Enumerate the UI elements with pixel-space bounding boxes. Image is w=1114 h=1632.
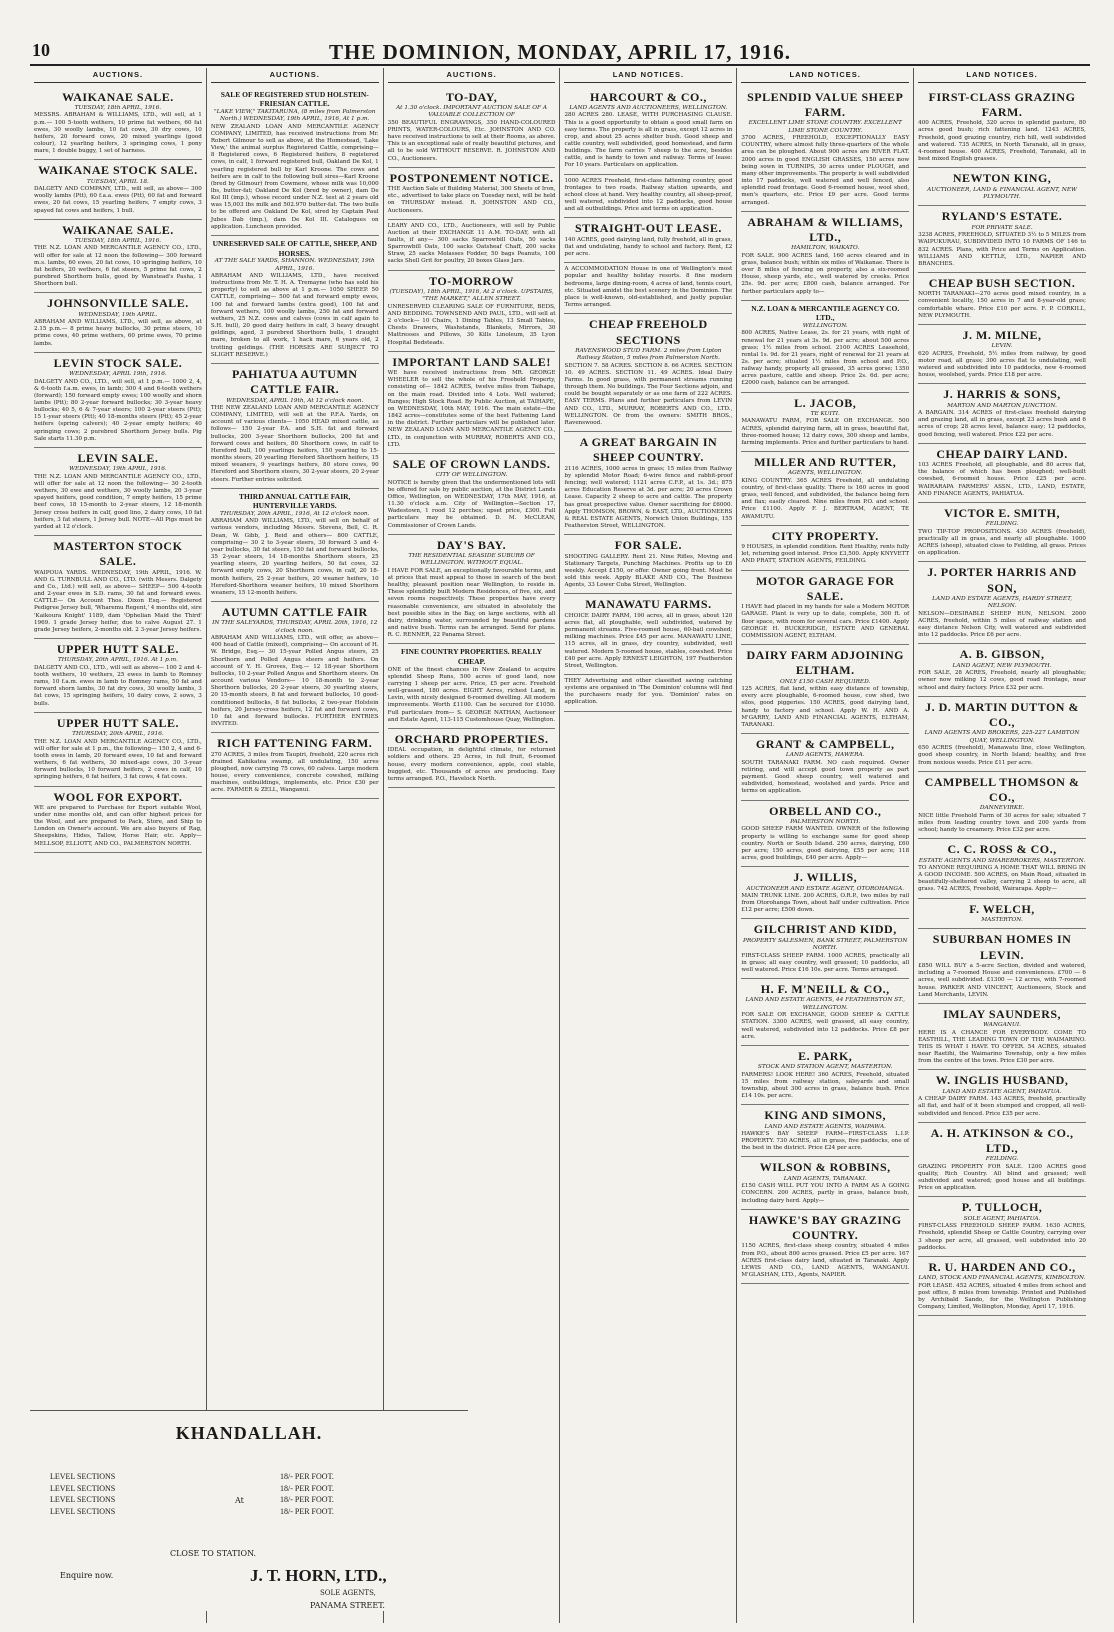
advertisement xyxy=(388,271,556,352)
ad-title: J. M. MILNE, xyxy=(962,327,1042,342)
ad-body: THE N.Z. LOAN AND MERCANTILE AGENCY CO., LTD., will offer for sale at 12 noon the following— 300 forward m.s. lambs, 60 ewes, 20 fat cows, 10 springing heifers, 10 fat heifers, 20 wethers, 6 fat steers, 5 prime fat cows, 2 purebred Shorthorn bulls, good by Wanstead's Pasha, 1 Shorthorn bull. xyxy=(34,245,202,288)
advertisement xyxy=(741,87,909,212)
ad-body: ABRAHAM AND WILLIAMS, LTD., will offer, as above— 400 head of Cattle (mixed), comprising— On account of H. W. Bridge, Esq.— 30 15-year Polled Angus steers, 25 Shorthorn and Polled Angus steers and heifers. On account of Y. H. Groves, Esq.— 12 18-year Shorthorn bullocks, 10 2-year Polled Angus and Shorthorn steers. On account various Vendors— 10 18-month to 2-year Shorthorn bullocks, 20 2-year steers, 30 yearling steers, 20 15-month steers, 8 fat and forward bullocks, 10 good-conditioned bullocks, 8 fat bullocks, 2 two-year Holstein heifers, 20 Jersey-cross heifers, 12 fat and forward cows, 10 fat and forward bullocks. FURTHER ENTRIES INVITED. xyxy=(210,635,379,728)
ad-title: WAIKANAE STOCK SALE. xyxy=(38,163,198,178)
ad-subtitle: HAMILTON, WAIKATO. xyxy=(791,245,860,252)
ad-title: IMLAY SAUNDERS, xyxy=(943,1006,1062,1021)
advertisement xyxy=(388,644,556,728)
ad-body: 620 ACRES, Freehold, 5½ miles from railway, by good motor road, all grass; 300 acres flat to undulating, well watered and subdivided into 10 paddocks, new 4-roomed house, woolshed, yards. Price £18 per acre. xyxy=(918,350,1086,379)
advertisement xyxy=(741,571,909,646)
ad-title: VICTOR E. SMITH, xyxy=(944,505,1060,520)
ad-subtitle: LAND AND ESTATE AGENTS, WAIPAWA. xyxy=(764,1123,886,1130)
ad-body: 280 ACRES 280. LEASE, WITH PURCHASING CLAUSE. This is a good opportunity to obtain a good small farm on easy terms. The property is all in grass, except 12 acres in crop, and about 25 acres shelter bush. Good sheep and cattle country, well subdivided, good homestead, and farm buildings. The farm carries 7 sheep to the acre, besides cattle, and is handy to town and railway. Terms of lease: For 10 years. Particulars on application. xyxy=(564,112,733,169)
ad-subtitle: LAND, STOCK AND FINANCIAL AGENTS, KIMBOLTON. xyxy=(918,1275,1086,1282)
ad-body: 2116 ACRES, 1000 acres in grass; 15 miles from Railway by splendid Motor Road; 6-wire fence and rabbit-proof fencing; well watered; 1121 acres C.F.P., at 1s. 3d.; 875 acres Education Reserve at 3d. per acre; 20 acres Crown Lease. Capacity 2 sheep to acre and cattle. The property has great prospective value. Owner sacrificing for £6000. Apply THOMSON, BROWN, & EAST, LTD., AUCTIONEERS & REAL ESTATE AGENTS, Norwich Union Buildings, 155 Featherston Street, WELLINGTON. xyxy=(564,465,733,530)
section-line: LEVEL SECTIONS xyxy=(50,1495,116,1505)
ad-body: A BARGAIN. 314 ACRES of first-class freehold dairying and grazing land, all in grass, except 23 acres bush and 6 acres of crop; 28 acres level, balance easy; 12 paddocks, good fencing, well watered. Price £22 per acre. xyxy=(918,410,1086,438)
ad-title: A GREAT BARGAIN IN SHEEP COUNTRY. xyxy=(579,435,718,465)
advertisement xyxy=(34,353,202,448)
ad-subtitle: LAND AGENTS AND BROKERS, 225-227 LAMBTON QUAY, WELLINGTON. xyxy=(924,730,1080,744)
advertisement xyxy=(34,220,202,294)
newspaper-title: THE DOMINION, MONDAY, APRIL 17, 1916. xyxy=(329,40,791,64)
ad-subtitle: At 1.30 o'clock. IMPORTANT AUCTION SALE OF A VALUABLE COLLECTION OF xyxy=(396,104,548,119)
ad-body: SOUTH TARANAKI FARM. NO cash required. Owner retiring, and will accept good town property as part payment. Good sheep country, well watered and subdivided, homestead, woolshed and yards. Price and terms on application. xyxy=(741,759,910,795)
ad-subtitle: AUCTIONEER, LAND & FINANCIAL AGENT, NEW PLYMOUTH. xyxy=(927,186,1078,201)
ad-subtitle: RAVENSWOOD STUD FARM. 2 miles from Lipton Railway Station, 5 miles from Palmerston North. xyxy=(575,347,722,362)
ad-body: THE NEW ZEALAND LOAN AND MERCANTILE AGENCY COMPANY, LIMITED, will sell at the P.F.A. Yards, on account of various clients— 1050 HEAD mixed cattle, as follows— 150 2-year P.A. and S.H. fat and forward bullocks, 200 3-year Shorthorn bullocks, 200 fat and forward cows and heifers, 80 Shorthorn cows, in calf to Hereford bull, 100 yearlings heifers, 150 yearling to 15-months steers, 20 yearling Hereford Shorthorn heifers, 15 mixed weaners, 9 yearlings heifers, 80 store cows, 90 Hereford and Shorthorn steers, 30 2-year steers, 20 2-year steers. Further entries solicited. xyxy=(210,404,379,483)
advertisement xyxy=(918,325,1086,384)
advertisement xyxy=(741,1157,909,1209)
ad-body: LEARY AND CO., LTD., Auctioneers, will sell by Public Auction at their EXCHANGE 11 A.M. TO-DAY, with all faults, if any— 300 sacks Sparrowbill Oats, 50 sacks Sparrowbill Oats, 100 sacks Oatsheaf Chaff, 200 sacks Straw, 25 sacks Molasses Fodder, 50 bags Peanuts, 100 sacks Shell Grit for poultry, 20 boxes Glass Jars. xyxy=(387,222,556,265)
ad-body: MESSRS. ABRAHAM & WILLIAMS, LTD., will sell, at 1 p.m.— 100 5-tooth wethers, 10 prime fat wethers, 60 fat ewes, 30 woolly lambs, 10 fat cows, 30 dry cows, 10 heifers, 20 forward cows, 20 mixed yearlings (good colour), 12 yearling heifers, 3 springing cows, 1 pony mare, 1 double buggy, 1 set of harness. xyxy=(34,112,202,155)
price-line: 18/- PER FOOT. xyxy=(280,1495,334,1505)
ad-title: CHEAP BUSH SECTION. xyxy=(928,275,1076,290)
section-line: LEVEL SECTIONS xyxy=(50,1506,116,1516)
ad-title: A. B. GIBSON, xyxy=(959,647,1045,662)
ad-subtitle: LAND AND ESTATE AGENT, PAHIATUA. xyxy=(942,1088,1062,1095)
advertisement xyxy=(741,452,909,526)
ad-body: 1150 ACRES, first-class sheep country, situated 4 miles from P.O., about 800 acres grassed. Price £5 per acre. 167 ACRES first-class dairy land, situated in Taranaki. Apply LEWIS AND CO., LAND AGENTS, WANGANUI. M'GLASHAN, LTD., Agents, NAPIER. xyxy=(741,1243,910,1279)
ad-body: ONE of the finest chances in New Zealand to acquire splendid Sheep Runs, 500 acres of good land, now carrying 1 sheep per acre. Price, £5 per acre. Freehold well-grassed, 180 acres. EIGHT Acres, richest Land, in Levin, with nicely designed 6-roomed dwelling. All modern improvements. Worth £1100. Can be secured for £1050. Full particulars from— S. GEORGE NATHAN, Auctioneer and Estate Agent, 113-115 Customhouse Quay, Wellington. xyxy=(387,666,556,723)
ad-body: 650 ACRES (freehold), Manawatu line, close Wellington, good sheep country, in North Island; healthy, and free from noxious weeds. Price £11 per acre. xyxy=(918,745,1086,766)
ad-title: C. C. ROSS & CO., xyxy=(947,842,1057,857)
ad-title: UNRESERVED SALE OF CATTLE, SHEEP, AND HORSES. xyxy=(212,238,377,258)
advertisement xyxy=(211,87,379,236)
sole-agents: SOLE AGENTS, xyxy=(320,1589,376,1597)
ad-title: MOTOR GARAGE FOR SALE. xyxy=(756,573,895,603)
advertisement xyxy=(388,87,556,168)
advertisement xyxy=(918,562,1086,644)
khandallah-sections xyxy=(50,1471,115,1517)
advertisement xyxy=(564,175,732,219)
ad-subtitle: AT THE SALE YARDS, SHANNON. WEDNESDAY, 19th APRIL, 1916. xyxy=(214,258,375,272)
ad-subtitle: DANNEVIRKE. xyxy=(979,805,1025,812)
ad-title: SPLENDID VALUE SHEEP FARM. xyxy=(747,89,904,119)
ad-title: POSTPONEMENT NOTICE. xyxy=(389,170,554,185)
ad-subtitle: FEILDING. xyxy=(985,521,1019,528)
column xyxy=(30,68,207,1623)
advertisement xyxy=(741,1210,909,1285)
ad-title: SUBURBAN HOMES IN LEVIN. xyxy=(932,932,1072,962)
ad-body: IDEAL occupation, in delightful climate, for returned soldiers and others. 25 Acres, in full fruit, 6-roomed house, every modern convenience, apple, cool stable, buggied, etc. Thousands of acres are producing. Easy terms arranged. P.O., Havelock North. xyxy=(387,747,556,782)
advertisement xyxy=(741,867,909,919)
ad-title: WAIKANAE SALE. xyxy=(62,89,174,104)
ad-title: J. PORTER HARRIS AND SON, xyxy=(927,565,1077,595)
advertisement xyxy=(918,1197,1086,1256)
advertisement xyxy=(564,87,732,175)
ad-body: CHOICE DAIRY FARM, 190 acres, all in grass, about 120 acres flat, all ploughable, well subdivided, watered by permanent streams. Five-roomed house, 60-bail cowshed; milking machines. Price £45 per acre. MANAWATU LINE, 115 acres, all in grass, dry country, subdivided, well watered. Modern 5-roomed house, stables, cowshed. Price £40 per acre. Apply ERNEST LEIGHTON, 197 Featherston Street, Wellington. xyxy=(564,612,733,669)
ad-body: 3238 ACRES, FREEHOLD, SITUATED 3½ to 5 MILES from WAIPUKURAU, SUBDIVIDED INTO 10 FARMS OF 146 to 832 ACRES. Plans, with Price and Terms on Application. WILLIAMS AND KETTLE, LTD., NAPIER AND BRANCHES. xyxy=(918,232,1086,267)
column-heading: LAND NOTICES. xyxy=(741,68,909,83)
ad-body: £850 WILL BUY a 5-acre Section, divided and watered, including a 7-roomed House and conveniences. £700 — 6 acres, well subdivided. £1300 — 12 acres, with 7-roomed house. PARKER AND VINCENT, Auctioneers, Stock and Land Merchants, LEVIN. xyxy=(918,963,1086,998)
khandallah-advert xyxy=(30,1410,468,1611)
ad-title: GILCHRIST AND KIDD, xyxy=(753,922,897,937)
ad-body: 9 HOUSES, in splendid condition. Rent Healthy, rents fully let, returning good interest. Price £3,500. Apply KNYVETT AND PRATT, STATION AGENTS, FEILDING. xyxy=(741,544,910,565)
advertisement xyxy=(564,218,732,263)
ad-body: SHOOTING GALLERY. Rent 21. Nine Rifles, Moving and Stationary Targets, Punching Machines. Profits up to £6 weekly. Accept £150, or offer. Owner going front. Must be sold this week. Apply BLAKE AND CO., The Business Agents, 33 Lower Cuba Street, Wellington. xyxy=(564,553,733,589)
ad-subtitle: THURSDAY, 20th APRIL, 1916. xyxy=(72,731,164,738)
ad-subtitle: THURSDAY, 20th APRIL, 1916. At 1 p.m. xyxy=(57,657,178,664)
advertisement xyxy=(741,801,909,868)
advertisement xyxy=(918,1257,1086,1316)
column xyxy=(560,68,737,1623)
ad-title: ORBELL AND CO., xyxy=(769,803,882,818)
ad-body: FIRST-CLASS FREEHOLD SHEEP FARM. 1630 ACRES, Freehold, splendid Sheep or Cattle Country, carrying over 3 sheep per acre, all grassed, well subdivided into 20 paddocks. xyxy=(918,1223,1086,1251)
ad-subtitle: WEDNESDAY, APRIL 19th, At 12 o'clock noon. xyxy=(226,397,364,404)
ad-body: NOTICE is hereby given that the undermentioned lots will be offered for sale by public auction, at the District Lands Office, Wellington, on WEDNESDAY, 17th MAY, 1916, at 11.30 o'clock a.m. City of Wellington—Section 17, Wadestown, 1 rood 12 perches; upset price, £300. Full particulars may be obtained. D. M. McCLEAN, Commissioner of Crown Lands. xyxy=(387,479,556,529)
advertisement xyxy=(564,675,732,712)
ad-body: UNRESERVED CLEARING SALE OF FURNITURE, BEDS, AND BEDDING. TOWNSEND AND PAUL, LTD., will sell at 2 o'clock— 10 Chairs, 1 Dining Tables, 13 Small Tables, Chests Drawers, Washstands, Blankets, Mirrors, 30 Mattresses and Pillows, 30 Kills Linoleum, 35 Lyon Hospital Bedsteads. xyxy=(387,303,556,346)
section-line: LEVEL SECTIONS xyxy=(50,1472,116,1481)
ad-body: GRAZING PROPERTY FOR SALE. 1200 ACRES good quality, Rich Country. All blind and grassed; well subdivided and watered; good house and all buildings. Price on application. xyxy=(918,1163,1086,1192)
column-heading: LAND NOTICES. xyxy=(918,68,1086,83)
ad-body: 350 BEAUTIFUL ENGRAVINGS, 350 HAND-COLOURED PRINTS, WATER-COLOURS, Etc. JOHNSTON AND CO. have received instructions to sell at their Rooms, as above. This is an exceptional sale of really beautiful pictures, and all to be sold WITHOUT RESERVE. R. JOHNSTON AND CO., Auctioneers. xyxy=(387,119,556,162)
ad-body: GOOD SHEEP FARM WANTED. OWNER of the following property is willing to exchange same for good sheep country. North or South Island. 250 acres, dairying, £60 per acre; 150 acres, good dairying, £55 per acre; 118 acres, good buildings, £40 per acre. Apply— xyxy=(741,826,910,862)
ad-body: 103 ACRES Freehold, all ploughable, and 80 acres flat, the balance of which has been ploughed; well-built cowshed, 6-roomed house. Price £25 per acre. WAIRARAPA FARMERS' ASSN., LTD., LAND, ESTATE, AND FINANCE AGENTS, PAHIATUA. xyxy=(918,462,1086,497)
ad-subtitle: MASTERTON. xyxy=(981,917,1023,923)
ad-title: MANAWATU FARMS. xyxy=(585,597,712,612)
ad-title: L. JACOB, xyxy=(794,395,857,410)
khandallah-title: KHANDALLAH. xyxy=(175,1423,323,1443)
ad-body: 125 ACRES, flat land, within easy distance of township, every acre ploughable, 6-roomed house, cow shed, two silos, good piggeries. 150 ACRES, good dairying land, handy to factory and school. Apply W. H. AND A. M'GARRY, LAND AND FINANCIAL AGENTS, ELTHAM, TARANAKI. xyxy=(741,686,910,728)
ad-title: WILSON & ROBBINS, xyxy=(759,1160,891,1175)
ad-title: FIRST-CLASS GRAZING FARM. xyxy=(928,89,1076,119)
advertisement xyxy=(211,733,379,799)
ad-title: DAIRY FARM ADJOINING ELTHAM. xyxy=(746,648,905,678)
ad-title: E. PARK, xyxy=(798,1048,853,1063)
advertisement xyxy=(564,263,732,314)
advertisement xyxy=(388,535,556,645)
ad-body: 270 ACRES, 3 miles from Taupiri, freehold, 220 acres rich drained Kahikatea swamp, all undulating, 150 acres ploughed, now carrying 75 cows, 60 calves. Large modern house, every convenience, concrete cowshed, milking machines, outbuildings, implements, etc. Price £30 per acre. FARMER & ZELL, Wanganui. xyxy=(210,751,379,794)
ad-body: HAWKE'S BAY SHEEP FARM—FIRST-CLASS L.I.P. PROPERTY. 730 ACRES, all in grass, five paddocks, one of the best in the district. Price £24 per acre. xyxy=(741,1131,910,1152)
ad-title: PAHIATUA AUTUMN CATTLE FAIR. xyxy=(232,366,358,397)
ad-body: THE N.Z. LOAN AND MERCANTILE AGENCY CO., LTD., will offer for sale at 12 noon the following— 30 2-tooth wethers, 30 ewe and wethers, 30 woolly lambs, 20 3-year spayed heifers, good condition, 7 empty heifers, 15 prime beef cows, 18 15-month to 2-year steers, 12 18-month Jersey cross heifers in calf, good lino, 2 dairy cows, 10 fat heifers, 3 fat steers, 1 Jersey bull. NOTE—All Pigs must be yarded at 12 o'clock. xyxy=(34,473,202,530)
ad-body: FIRST-CLASS SHEEP FARM. 1000 ACRES, practically all in grass; all easy country, well grassed; 10 paddocks, all well watered. Price £16 10s. per acre. Terms arranged. xyxy=(741,952,910,973)
ad-body: MANAWATU FARM, FOR SALE OR EXCHANGE. 500 ACRES, splendid dairying farm, all in grass, beautiful flat, three-roomed house; 12 dairy cows, 300 sheep and lambs, farming implements. Price and further particulars to hand. xyxy=(741,418,910,446)
ad-title: THIRD ANNUAL CATTLE FAIR, HUNTERVILLE YARDS. xyxy=(239,491,351,511)
advertisement xyxy=(741,645,909,734)
advertisement xyxy=(211,236,379,364)
advertisement xyxy=(741,212,909,301)
column-heading: AUCTIONS. xyxy=(388,68,556,83)
ad-subtitle: THURSDAY, 20th APRIL, 1916, At 12 o'clock noon. xyxy=(219,510,370,517)
ad-title: CITY PROPERTY. xyxy=(771,528,879,543)
column xyxy=(384,68,561,1623)
ad-subtitle: WEDNESDAY, 19th APRIL, 1916. xyxy=(69,466,167,473)
ad-title: WOOL FOR EXPORT. xyxy=(53,789,183,804)
ad-body: ABRAHAM AND WILLIAMS, LTD., will sell, as above, at 2.15 p.m.— 8 prime heavy bullocks, 30 prime steers, 10 prime cows, 40 prime wethers, 60 prime ewes, 70 prime lambs. xyxy=(34,319,202,347)
advertisement xyxy=(564,432,732,535)
ad-body: WE have received instructions from MR. GEORGE WHEELER to sell the whole of his Freehold Property, consisting of— 1842 ACRES, twelve miles from Taihape, on the main road. Divided into 4 Lots. Well watered; Ranges; High Stock Road. By Public Auction, at TAIHAPE, on WEDNESDAY, 10th MAY, 1916. The main estate—the 1842 acres—constitutes some of the best Fattening Land in the district. Further particulars will be published later. NEW ZEALAND LOAN AND MERCANTILE AGENCY CO., LTD., in conjunction with MURRAY, ROBERTS AND CO., LTD. xyxy=(387,370,556,448)
ad-title: STRAIGHT-OUT LEASE. xyxy=(574,221,722,236)
advertisement xyxy=(918,1004,1086,1071)
advertisement xyxy=(388,220,556,271)
column-heading: LAND NOTICES. xyxy=(564,68,732,83)
advertisement xyxy=(918,503,1086,562)
ad-body: 140 ACRES, good dairying land, fully freehold, all in grass, flat and undulating, handy to school and factory. Rent, £2 per acre. xyxy=(564,236,733,258)
khandallah-prices xyxy=(280,1471,334,1517)
ad-subtitle: LAND AGENT, NEW PLYMOUTH. xyxy=(952,662,1052,669)
ad-title: RYLAND'S ESTATE. xyxy=(941,209,1063,224)
advertisement xyxy=(564,594,732,675)
ad-body: HERE IS A CHANCE FOR EVERYBODY. COME TO EASTHILL, THE LEADING TOWN OF THE WAIMARINO. THIS IS WHAT I HAVE TO OFFER. 54 ACRES, situated near Raetihi, the Waimarino Township, only a few miles from the centre of the town. Price £30 per acre. xyxy=(918,1029,1086,1065)
ad-body: THEY Advertising and other classified saving catching systems are organised in 'The Dominion' columns will find the purchasers ready for you. 'Dominion' rates on application. xyxy=(564,677,733,706)
ad-title: MILLER AND RUTTER, xyxy=(754,454,897,469)
ad-title: LEVIN SALE. xyxy=(77,450,159,465)
ad-subtitle: "LAKE VIEW," TAKITARUNA, (8 miles from Palmerston North.) WEDNESDAY, 19th APRIL, 1916, At 1 p.m. xyxy=(213,108,376,123)
ad-title: J. D. MARTIN DUTTON & CO., xyxy=(925,699,1079,730)
ad-subtitle: WEDNESDAY, 19th APRIL. xyxy=(78,311,158,318)
column xyxy=(207,68,384,1623)
ad-body: A ACCOMMODATION House in one of Wellington's most popular and healthy holiday resorts. 8 fine modern bedrooms, large dining-room, 4 acres of land, tennis court, etc. Situated amidst the best scenery in the Dominion. The place is well-known, old-established, and justly popular. Terms arranged. xyxy=(564,266,733,308)
ad-title: WAIKANAE SALE. xyxy=(62,222,174,237)
ad-subtitle: AGENTS, WELLINGTON. xyxy=(787,470,863,477)
ad-title: ORCHARD PROPERTIES. xyxy=(394,731,549,746)
column xyxy=(737,68,914,1623)
ad-subtitle: TUESDAY, 18th APRIL, 1916. xyxy=(74,104,162,111)
ad-title: DAY'S BAY. xyxy=(437,537,507,552)
advertisement xyxy=(741,526,909,571)
ad-body: DALGETY AND CO., LTD., will sell as above— 100 2 and 4-tooth wethers, 10 wethers, 25 ewes in lamb to Romney rams, 10 f.a.m. ewes in lamb to Romney rams, 50 fat and forward shorn lambs, 30 fat dry cows, 30 woolly lambs, 3 fat cows, 15 springing heifers, 10 dairy cows, 2 sows, 3 bulls. xyxy=(34,664,202,707)
advertisement xyxy=(741,301,909,393)
ad-body: FOR LEASE. 452 ACRES, situated 4 miles from school and post office, 8 miles from township. Printed and Published by Archibald Sando, for the Wellington Publishing Company, Limited, Wellington, Monday, April 17, 1916. xyxy=(918,1282,1086,1311)
ad-body: KING COUNTRY. 365 ACRES Freehold, all undulating country, of first-class quality. There is 160 acres in good grass, well fenced, and subdivided, the balance being fern and flax; easily cleared. Nine miles from P.O. and school. Price £1100. Apply F. J. BERTRAM, AGENT, TE AWAMUTU. xyxy=(741,477,910,520)
price-line: 18/- PER FOOT. xyxy=(280,1506,334,1516)
ad-body: NORTH TARANAKI—270 acres good mixed country, in a convenient locality, 150 acres in 7 and 8-year-old grass; comfortable whare. Price £10 per acre. F. P. CORKILL, NEW PLYMOUTH. xyxy=(918,291,1086,319)
advertisement xyxy=(741,734,909,801)
advertisement xyxy=(34,87,202,161)
advertisement xyxy=(741,1105,909,1157)
ad-body: 1000 ACRES Freehold, first-class fattening country, good frontages to two roads. Railway station upwards, and school close at hand. Very healthy country, all sheep-proof, well watered, subdivided into 12 paddocks, good house and all outbuildings. Price and terms on application. xyxy=(564,177,733,213)
ad-body: TO ANYONE REQUIRING A HOME THAT WILL BRING IN A GOOD INCOME. 500 ACRES, on Main Road, situated in beautifully-sheltered valley, carrying 2 sheep to acre, all grass. 742 ACRES, Freehold, Wairarapa. Apply— xyxy=(918,865,1086,893)
advertisement xyxy=(741,1046,909,1105)
ad-title: A. H. ATKINSON & CO., LTD., xyxy=(930,1125,1074,1156)
ad-subtitle: WEDNESDAY, APRIL 19th, 1916. xyxy=(69,371,167,378)
ad-body: MAIN TRUNK LINE. 200 ACRES, O.R.P., two miles by rail from Otorohanga Town, about half under cultivation. Price £12 per acre; £500 down. xyxy=(741,892,910,914)
ad-title: J. WILLIS, xyxy=(793,870,858,885)
ad-body: A CHEAP DAIRY FARM. 143 ACRES, freehold, practically all flat, and half of it been stumped and cropped, all well-subdivided and fenced. Price £35 per acre. xyxy=(918,1096,1086,1117)
ad-title: CHEAP DAIRY LAND. xyxy=(936,446,1068,461)
ad-body: THE N.Z. LOAN AND MERCANTILE AGENCY CO., LTD., will offer for sale at 1 p.m., the following— 150 2, 4 and 6-tooth ewes in lamb, 20 forward ewes, 10 fat and forward wethers, 6 fat wethers, 30 mixed-age cows, 30 3-year forward bullocks, 10 forward heifers, 2 cows in calf, 10 springing heifers, 6 fat heifers, 3 fat cows, 4 fat cows. xyxy=(34,738,202,781)
ad-body: 800 ACRES, Native Lease, 2s. for 21 years, with right of renewal for 21 years at 3s. 9d. per acre; about 500 acres grass; 1½ miles from school. 2100 ACRES Leasehold, rental 1s. 9d. for 21 years, right of renewal for 21 years at 2s. per acre; situated 1½ miles from school and P.O., railway handy, property all grassed, 35 acres gorse; 1350 acres pasture, cattle and sheep. Price 2s. 6d. per acre; £2000 cash, balance can be arranged. xyxy=(741,330,910,387)
advertisement xyxy=(741,979,909,1046)
khandallah-at: At xyxy=(235,1496,244,1505)
ad-subtitle: THE RESIDENTIAL SEASIDE SUBURB OF WELLINGTON. WITHOUT EQUAL. xyxy=(408,553,535,567)
ad-body: SECTION 7. 58 ACRES. SECTION 8. 66 ACRES. SECTION 10. 49 ACRES. SECTION 11. 49 ACRES. Ideal Dairy Farms. In good grass, with permanent streams running through them. No buildings. The Four Sections adjoin, and could be bought separately or as one farm of 222 ACRES. EASY TERMS. Plans and further particulars from LEVIN AND CO., LTD., MURRAY, ROBERTS AND CO., LTD., WELLINGTON. Or from the owners: SMITH BROS., Ravenswood. xyxy=(564,362,733,426)
ad-title: JOHNSONVILLE SALE. xyxy=(47,296,189,311)
ad-title: NEWTON KING, xyxy=(952,171,1052,186)
ad-title: CHEAP FREEHOLD SECTIONS xyxy=(589,317,708,347)
ad-title: KING AND SIMONS, xyxy=(764,1108,887,1123)
ad-subtitle: LAND AND ESTATE AGENTS, 44 FEATHERSTON ST., WELLINGTON. xyxy=(745,997,905,1011)
advertisement xyxy=(918,1123,1086,1198)
ad-body: FARMERS! LOOK HERE! 360 ACRES, Freehold, situated 15 miles from railway station, saleyards and small township, about 300 acres in grass, balance bush. Price £14 10s. per acre. xyxy=(741,1071,910,1100)
column-heading: AUCTIONS. xyxy=(211,68,379,83)
ad-subtitle: IN THE SALEYARDS, THURSDAY, APRIL 20th, 1916, 12 o'clock noon. xyxy=(212,620,378,634)
advertisement xyxy=(918,839,1086,898)
advertisement xyxy=(211,364,379,489)
ad-title: UPPER HUTT SALE. xyxy=(56,715,179,730)
ad-subtitle: FOR PRIVATE SALE. xyxy=(971,224,1033,231)
ad-title: UPPER HUTT SALE. xyxy=(56,642,179,657)
agent-name: J. T. HORN, LTD., xyxy=(250,1566,387,1585)
advertisement xyxy=(34,639,202,713)
ad-title: HARCOURT & CO., xyxy=(589,89,707,104)
ad-body: FOR SALE. 900 ACRES land, 160 acres cleared and in grass, balance bush; within six miles of Waikanae. There is over 8 miles of fencing on property, also a six-roomed House, sheep yards, etc., well watered by creeks. Price 25s. 9d. per acre; £800 cash, balance arranged. For further particulars apply to— xyxy=(741,252,910,295)
ad-title: FINE COUNTRY PROPERTIES. REALLY CHEAP. xyxy=(401,647,543,666)
ad-subtitle: LEVIN. xyxy=(991,343,1013,350)
ad-title: W. INGLIS HUSBAND, xyxy=(935,1073,1069,1088)
advertisement xyxy=(918,929,1086,1004)
advertisement xyxy=(918,697,1086,772)
advertisement xyxy=(918,384,1086,443)
section-line: LEVEL SECTIONS xyxy=(50,1483,116,1493)
ad-title: N.Z. LOAN & MERCANTILE AGENCY CO. LTD., xyxy=(751,303,900,323)
ad-body: 400 ACRES, Freehold, 320 acres in splendid pasture, 80 acres good bush; rich fattening land. 1243 ACRES, Freehold, good grazing country, rich hill, well subdivided and watered. 735 ACRES, in North Taranaki, all in grass, 4-roomed house. 400 ACRES, Freehold, Taranaki, all in best mixed English grasses. xyxy=(918,120,1086,163)
ad-subtitle: EXCELLENT LIME STONE COUNTRY. EXCELLENT LIME STONE COUNTRY. xyxy=(748,120,902,134)
ad-title: ABRAHAM & WILLIAMS, LTD., xyxy=(747,214,904,245)
ad-body: DALGETY AND CO., LTD., will sell, at 1 p.m.— 1000 2, 4, & 6-tooth f.a.m. ewes, in lamb; 300 4 and 6-tooth wethers (forward); 150 forward empty ewes; 100 woolly and shorn lambs (Ptt); 80 2-year forward bullocks; 30 3-year heavy bullocks; 40 5, 6 & 7-year steers; 100 2-year steers (Ptt); 15 1-year steers (Ptt); 40 18-months steers (Ptt); 45 2-year heifers (spring calvers); 40 2-year empty heifers; 40 springing cows; 2 purebred Shorthorn Jersey bulls. Pig Sale starts 11.30 p.m. xyxy=(34,378,202,442)
column-heading: AUCTIONS. xyxy=(34,68,202,83)
ad-body: I HAVE FOR SALE, an exceptionally favourable terms, and at prices that must appeal to those in search of the best healthy, pleasant position near Wellington, to reside in. These splendidly built Modern Residences, of five, six, and seven rooms respectively. These properties have every reasonable convenience, are situated in absolutely the best possible sites in the Bay, on large sections, with all dairy, drinking water, surrounded by beautiful gardens and native bush. Terms can be arranged. Send for plans. R. C. RENNER, 22 Panama Street. xyxy=(387,567,556,639)
ad-subtitle: CITY OF WELLINGTON. xyxy=(435,472,508,479)
ad-body: TWO TIP-TOP PROPOSITIONS. 430 ACRES (freehold), practically all in grass, and nearly all ploughable. 1000 ACRES (sheep), situated close to Feilding, all grass. Prices on application. xyxy=(918,528,1086,557)
advertisement xyxy=(388,168,556,220)
ad-body: WAIPOUA YARDS. WEDNESDAY, 19th APRIL, 1916. W. AND G. TURNBULL AND CO., LTD. (with Messrs. Dalgety and Co., Ltd.) will sell, as above— SHEEP— 500 4-tooth and 2-year ewes in S.D. rams, 30 fat and forward ewes. CATTLE— On Account Thos. Dixon Esq.— Registered Pedigree Jersey bull, 'Wharemu Regent,' 4 months old, sire 'Kaikoura Knight' 1189, dam 'Ophelian Maid the Third' 1969. 1 grade Jersey heifer, due to calve August 27. 1 grade Jersey heifers, 2-months old. 2 3-year Jersey heifers. xyxy=(34,569,202,633)
ad-body: 3700 ACRES, FREEHOLD, EXCEPTIONALLY EASY COUNTRY, where almost fully three-quarters of the whole area can be ploughed. About 900 acres are RIVER FLAT. 2000 acres in good ENGLISH GRASSES, 150 acres now being sown in TURNIPS, 30 acres under PLOUGH, and many other improvements. The property is well subdivided into 17 paddocks, well watered and well fenced, also splendid road frontage. Good 6-roomed house, wool shed, men's quarters, etc. Price £9 per acre. Good terms arranged. xyxy=(741,135,910,206)
ad-title: HAWKE'S BAY GRAZING COUNTRY. xyxy=(748,1212,902,1243)
ad-subtitle: TUESDAY, 18th APRIL, 1916. xyxy=(74,238,162,245)
ad-body: NEW ZEALAND LOAN AND MERCANTILE AGENCY COMPANY, LIMITED, has received instructions from Mr. Robert Gilmour to sell as above, at the Homestead, 'Lake View,' the animal surplus Registered Cattle, comprising— 8 Registered cows, 6 Registered heifers, 8 registered cows, in calf, 1 forward registered bull, Oakland De Kol, 1 yearling registered bull by Karl Kroone. The cows and heifers are in calf to the following bull sires—Karl Kroone (bred by Gilmour) from Cowmere, whose milk was 10,000 lbs, butter-fat; Oakland De Kol (bred by owner), dam De Kol III (imp.), whose record under N.Z. test at 2 years old was 15,003 lbs milk and 502.970 butter-fat. The two bulls to be offered are Oakland De Kol, sired by Captain Paul Jubes Dab (imp.), dam De Kol III. Catalogues on application. Luncheon provided. xyxy=(210,123,379,230)
advertisement xyxy=(918,644,1086,696)
ad-title: SALE OF REGISTERED STUD HOLSTEIN-FRIESIAN CATTLE. xyxy=(220,89,369,109)
ad-subtitle: PROPERTY SALESMEN, BANK STREET, PALMERSTON NORTH. xyxy=(743,937,908,952)
ad-body: NICE little Freehold Farm of 30 acres for sale; situated 7 miles from leading country town and 200 yards from school; handy to creamery. Price £32 per acre. xyxy=(918,812,1086,834)
ad-body: DALGETY AND COMPANY, LTD., will sell, as above— 300 woolly lambs (Ptt), 60 f.a.a. ewes (Ptt), 60 fat and forward ewes, 20 fat cows, 15 yearling heifers, 7 empty cows, 3 spayed fat cows and heifers, 1 bull. xyxy=(34,186,202,214)
ad-subtitle: AUCTIONEER AND ESTATE AGENT, OTOROHANGA. xyxy=(746,885,905,892)
ad-title: FOR SALE. xyxy=(614,538,682,553)
ad-subtitle: LAND AGENTS, HAWERA. xyxy=(785,752,865,759)
advertisement xyxy=(34,448,202,536)
advertisement xyxy=(211,489,379,602)
ad-title: H. F. M'NEILL & CO., xyxy=(760,982,890,997)
ad-title: AUTUMN CATTLE FAIR xyxy=(221,604,368,619)
ad-body: NELSON—DESIRABLE SHEEP RUN, NELSON. 2000 ACRES, freehold, within 5 miles of railway station and easy distance Nelson City, well watered and subdivided into 12 paddocks. Price £6 per acre. xyxy=(918,610,1086,639)
ad-subtitle: FEILDING. xyxy=(985,1156,1019,1163)
advertisement xyxy=(388,454,556,535)
ad-subtitle: ONLY £150 CASH REQUIRED. xyxy=(779,678,871,685)
advertisement xyxy=(741,393,909,452)
ad-subtitle: STOCK AND STATION AGENT, MASTERTON. xyxy=(757,1064,893,1071)
ad-subtitle: MARTON AND MARTON JUNCTION. xyxy=(947,402,1057,409)
advertisement xyxy=(34,536,202,639)
ad-subtitle: TE KUITI. xyxy=(810,410,840,417)
advertisement xyxy=(918,87,1086,169)
ad-body: ABRAHAM AND WILLIAMS, LTD., have received instructions from Mr. T. H. A. Tremayne (who has sold his property) to sell as above at 1 p.m.— 1050 SHEEP. 50 CATTLE, comprising— 500 fat and forward empty ewes, 100 fat and forward lambs (extra good), 100 fat and forward wethers, 100 woolly lambs, 250 fat and forward wethers, 25 N.Z. cows and calves (cows in calf again to S.H. bull), 20 good dairy heifers in calf, 3 heavy draught geldings, aged, 3 purebred Shorthorn bulls, 1 draught mare, broken to all work, 1 hack mare, 6 years old, 2 trotting geldings. (THE HORSES ARE SUBJECT TO SLIGHT RESERVE.) xyxy=(210,272,379,358)
page-number: 10 xyxy=(32,40,50,60)
ad-title: RICH FATTENING FARM. xyxy=(217,736,373,751)
advertisement xyxy=(918,206,1086,273)
ad-title: GRANT & CAMPBELL, xyxy=(755,737,895,752)
close-to-station: CLOSE TO STATION. xyxy=(170,1549,257,1558)
ad-body: FOR SALE, 28 ACRES, Freehold, nearly all ploughable; owner now milking 12 cows, good road frontage, near school and dairy factory. Price £32 per acre. xyxy=(918,670,1086,691)
price-line: 18/- PER FOOT. xyxy=(280,1483,334,1493)
ad-title: R. U. HARDEN AND CO., xyxy=(928,1259,1076,1274)
advertisement xyxy=(918,168,1086,206)
ad-title: TO-MORROW xyxy=(429,273,515,288)
masthead xyxy=(30,40,1090,66)
advertisement xyxy=(388,352,556,454)
ad-subtitle: LAND AGENTS AND AUCTIONEERS, WELLINGTON. xyxy=(569,104,728,111)
advertisement xyxy=(388,729,556,788)
ad-title: J. HARRIS & SONS, xyxy=(943,387,1061,402)
column xyxy=(914,68,1090,1623)
ad-title: TO-DAY, xyxy=(445,89,498,104)
ad-subtitle: SOLE AGENT, PAHIATUA. xyxy=(963,1215,1041,1222)
advertisement xyxy=(211,602,379,733)
ad-title: P. TULLOCH, xyxy=(961,1200,1043,1215)
advertisement xyxy=(564,535,732,594)
advertisement xyxy=(34,787,202,853)
advertisement xyxy=(918,772,1086,840)
advertisement xyxy=(918,273,1086,325)
ad-title: SALE OF CROWN LANDS. xyxy=(392,456,551,471)
enquire-now: Enquire now. xyxy=(60,1571,114,1580)
ad-subtitle: WELLINGTON. xyxy=(802,322,848,329)
ad-subtitle: TUESDAY, APRIL 18. xyxy=(86,178,149,185)
advertisement xyxy=(34,713,202,787)
ad-subtitle: PALMERSTON NORTH. xyxy=(790,818,861,825)
advertisement xyxy=(34,293,202,352)
ad-body: FOR SALE OR EXCHANGE, GOOD SHEEP & CATTLE STATION. 3300 ACRES, well grassed, all easy country, well watered, subdivided into 12 paddocks. Price £8 per acre. xyxy=(741,1012,910,1040)
advertisement xyxy=(34,160,202,219)
ad-title: CAMPBELL THOMSON & CO., xyxy=(924,774,1080,805)
advertisement xyxy=(918,899,1086,930)
ad-title: LEVIN STOCK SALE. xyxy=(53,355,183,370)
columns xyxy=(30,68,1090,1623)
ad-subtitle: LAND AGENTS, TARANAKI. xyxy=(783,1175,867,1182)
ad-body: I HAVE had placed in my hands for sale a Modern MOTOR GARAGE. Plant is very up to date, complete, 300 ft. of floor space, with room for several cars. Price £1400. Apply GEORGE H. BUCKERIDGE, ESTATE AND GENERAL COMMISSION AGENT, ELTHAM. xyxy=(741,604,910,639)
ad-title: F. WELCH, xyxy=(969,901,1035,916)
ad-title: MASTERTON STOCK SALE. xyxy=(53,538,183,569)
advertisement xyxy=(564,314,732,432)
ad-subtitle: LAND AND ESTATE AGENTS, HARDY STREET, NELSON. xyxy=(932,595,1072,610)
price-line: 18/- PER FOOT. xyxy=(280,1472,334,1481)
ad-subtitle: WANGANUI. xyxy=(983,1022,1021,1029)
advertisement xyxy=(741,919,909,979)
advertisement xyxy=(918,1070,1086,1122)
ad-title: IMPORTANT LAND SALE! xyxy=(392,354,551,369)
ad-subtitle: (TUESDAY), 18th APRIL, 1916, At 2 o'clock. UPSTAIRS, "THE MARKET," ALLEN STREET. xyxy=(389,288,554,303)
advertisement xyxy=(918,444,1086,503)
agent-street: PANAMA STREET. xyxy=(310,1601,385,1610)
ad-body: WE are prepared to Purchase for Export suitable Wool, under nine months old, and can offer highest prices for the Wool, and are prepared to Pack, Store, and Ship to London on Owner's account. We are also buyers of Rag, Sheepskins, Hides, Tallow, Horse Hair, etc. Apply— MELLSOP, ELLIOTT, AND CO., PALMERSTON NORTH. xyxy=(34,804,202,847)
ad-body: £150 CASH WILL PUT YOU INTO A FARM AS A GOING CONCERN. 200 ACRES, partly in grass, balance bush, including dairy herd. Apply— xyxy=(741,1183,910,1204)
ad-body: ABRAHAM AND WILLIAMS, LTD., will sell on behalf of various vendors, including Messrs. Stevens, Bell, C. R. Dean, W. Gibb, J. Reid and others— 800 CATTLE, comprising— 30 2 to 3-year steers, 30 forward 3 and 4-year bullocks, 30 fat steers, 150 fat and forward bullocks, 35 2-year steers, 14 18-months Shorthorn steers, 25 yearling steers, 20 yearling heifers, 50 fat cows, 32 forward empty cows, 20 Shorthorn cows, in calf, 20 18-month heifers, 25 2-year heifers, 20 weaner heifers, 10 Hereford-Shorthorn weaner heifers, 10 mixed Shorthorn weaners, 15 12-month heifers. xyxy=(210,518,379,596)
ad-body: THE Auction Sale of Building Material, 300 Sheets of Iron, etc., advertised to take place on Tuesday next, will be held on THURSDAY instead. R. JOHNSTON AND CO., Auctioneers. xyxy=(387,186,556,214)
ad-subtitle: ESTATE AGENTS AND SHAREBROKERS, MASTERTON. xyxy=(918,857,1086,864)
